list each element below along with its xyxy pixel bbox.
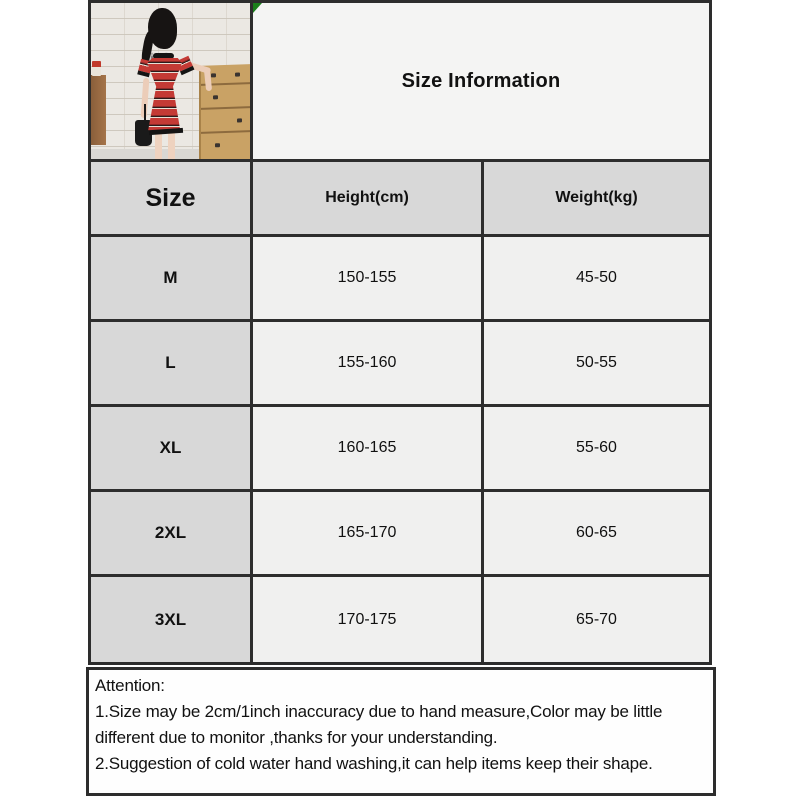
- model-leg: [155, 132, 162, 160]
- column-header-weight: Weight(kg): [484, 162, 709, 237]
- model-hair: [148, 8, 177, 49]
- weight-value: 65-70: [484, 577, 709, 662]
- dresser-knob: [237, 118, 242, 122]
- size-label: XL: [91, 407, 253, 492]
- height-value: 155-160: [253, 322, 484, 407]
- product-photo: [91, 3, 253, 162]
- green-corner-marker: [253, 3, 262, 13]
- dresser-knob: [215, 143, 220, 147]
- column-header-height: Height(cm): [253, 162, 484, 237]
- attention-note: [86, 667, 716, 796]
- wooden-shelf: [91, 75, 106, 145]
- dresser-drawer: [201, 106, 250, 130]
- height-value: 165-170: [253, 492, 484, 577]
- weight-value: 50-55: [484, 322, 709, 407]
- title-cell: [253, 3, 709, 162]
- dresser-knob: [211, 73, 216, 77]
- handbag-strap: [144, 104, 146, 121]
- size-label: L: [91, 322, 253, 407]
- page-title: Size Information: [401, 69, 561, 92]
- shelf-item: [92, 61, 101, 76]
- attention-line: 2.Suggestion of cold water hand washing,it can help items keep their shape.: [95, 754, 653, 773]
- size-table: [88, 0, 712, 665]
- height-value: 160-165: [253, 407, 484, 492]
- column-header-size: Size: [91, 162, 253, 237]
- weight-value: 55-60: [484, 407, 709, 492]
- dress-hem: [149, 128, 183, 135]
- height-value: 150-155: [253, 237, 484, 322]
- size-label: M: [91, 237, 253, 322]
- height-value: 170-175: [253, 577, 484, 662]
- attention-line: different due to monitor ,thanks for your understanding.: [95, 728, 498, 747]
- dresser-drawer: [201, 130, 250, 154]
- dresser-knob: [235, 72, 240, 76]
- attention-line: 1.Size may be 2cm/1inch inaccuracy due to hand measure,Color may be little: [95, 702, 663, 721]
- striped-dress: [145, 58, 185, 133]
- size-label: 2XL: [91, 492, 253, 577]
- weight-value: 60-65: [484, 492, 709, 577]
- model-leg: [168, 132, 175, 159]
- size-label: 3XL: [91, 577, 253, 662]
- weight-value: 45-50: [484, 237, 709, 322]
- attention-heading: Attention:: [95, 676, 165, 695]
- dresser-knob: [213, 95, 218, 99]
